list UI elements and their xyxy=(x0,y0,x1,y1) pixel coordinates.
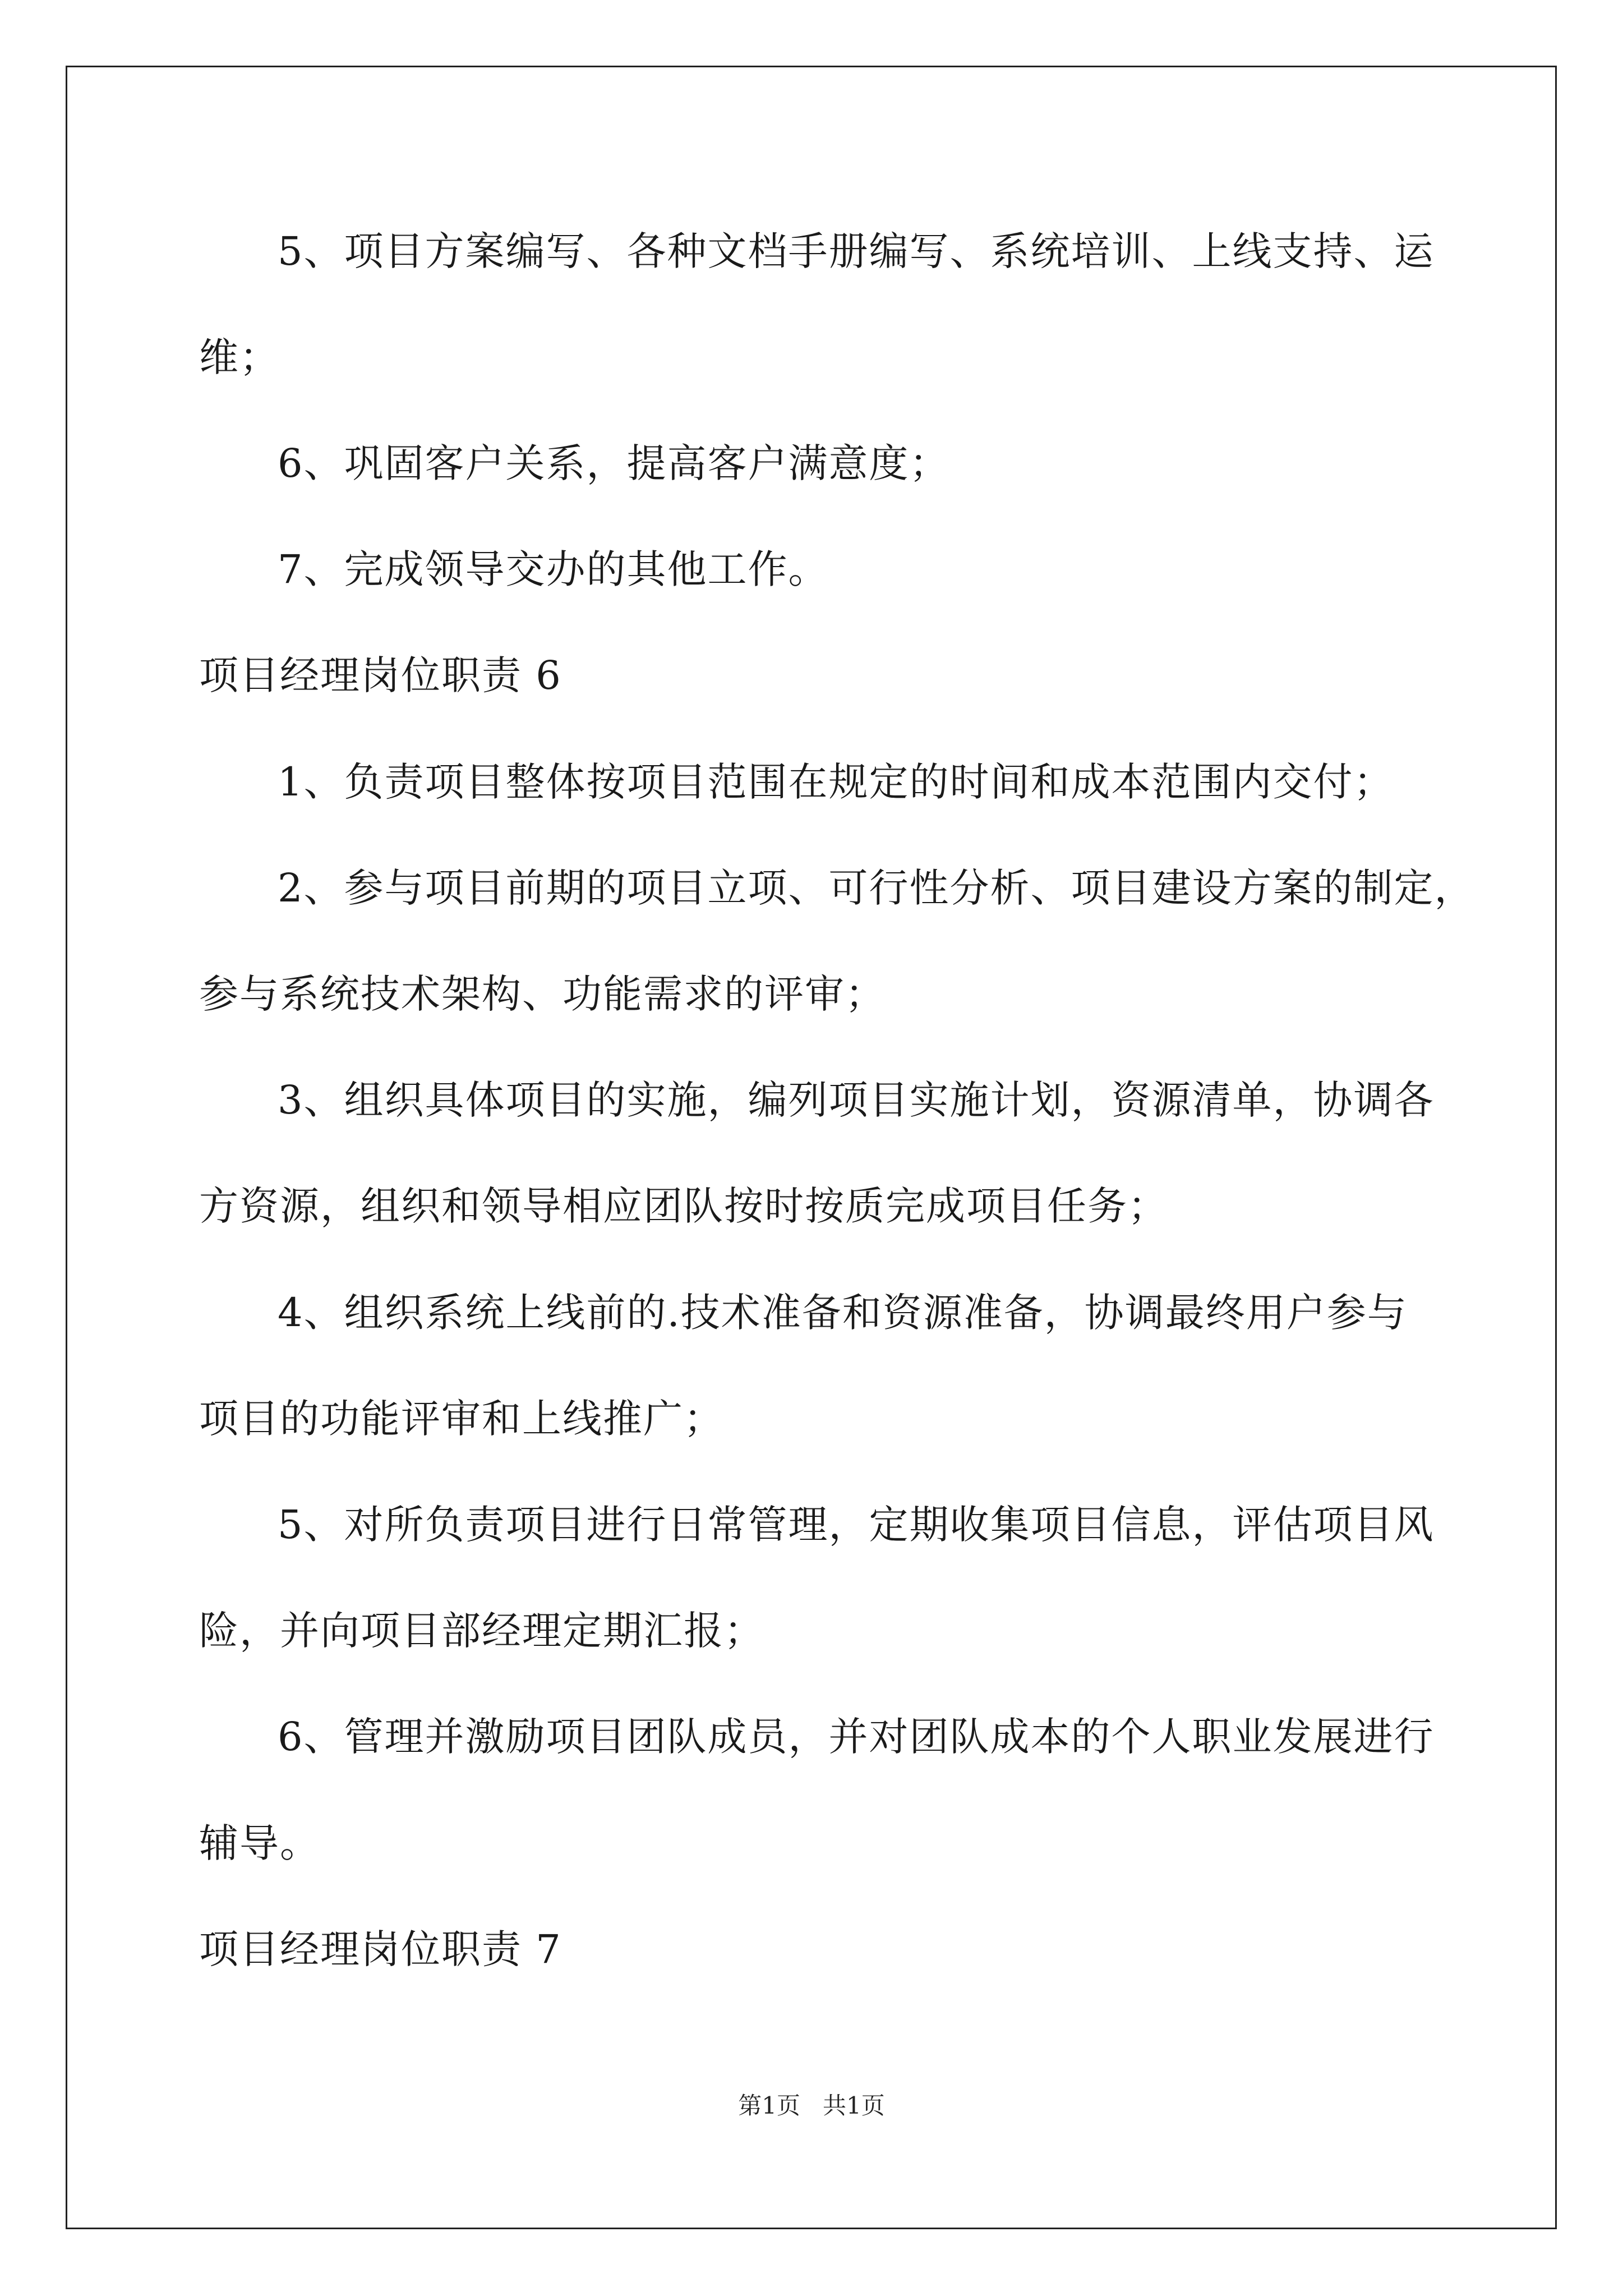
paragraph-line: 项目的功能评审和上线推广； xyxy=(199,1396,724,1442)
paragraph-line: 维； xyxy=(199,334,280,380)
paragraph-line: 方资源，组织和领导相应团队按时按质完成项目任务； xyxy=(199,1183,1168,1229)
section-heading: 项目经理岗位职责 7 xyxy=(199,1926,562,1972)
page-border xyxy=(66,66,1557,2229)
paragraph-line: 2、参与项目前期的项目立项、可行性分析、项目建设方案的制定， xyxy=(278,865,1475,911)
paragraph-line: 辅导。 xyxy=(199,1820,320,1866)
paragraph-line: 6、管理并激励项目团队成员，并对团队成本的个人职业发展进行 xyxy=(278,1714,1435,1760)
paragraph-line: 3、组织具体项目的实施，编列项目实施计划，资源清单，协调各 xyxy=(278,1077,1435,1123)
paragraph-line: 5、项目方案编写、各种文档手册编写、系统培训、上线支持、运 xyxy=(278,228,1435,274)
page-footer: 第1页 共1页 xyxy=(738,2092,885,2119)
paragraph-line: 参与系统技术架构、功能需求的评审； xyxy=(199,971,886,1017)
paragraph-line: 险，并向项目部经理定期汇报； xyxy=(199,1608,764,1654)
paragraph-line: 1、负责项目整体按项目范围在规定的时间和成本范围内交付； xyxy=(278,759,1394,805)
paragraph-line: 7、完成领导交办的其他工作。 xyxy=(278,546,829,592)
paragraph-line: 4、组织系统上线前的.技术准备和资源准备，协调最终用户参与 xyxy=(278,1290,1408,1336)
section-heading: 项目经理岗位职责 6 xyxy=(199,652,562,698)
paragraph-line: 6、巩固客户关系，提高客户满意度； xyxy=(278,440,950,486)
paragraph-line: 5、对所负责项目进行日常管理，定期收集项目信息，评估项目风 xyxy=(278,1502,1435,1548)
